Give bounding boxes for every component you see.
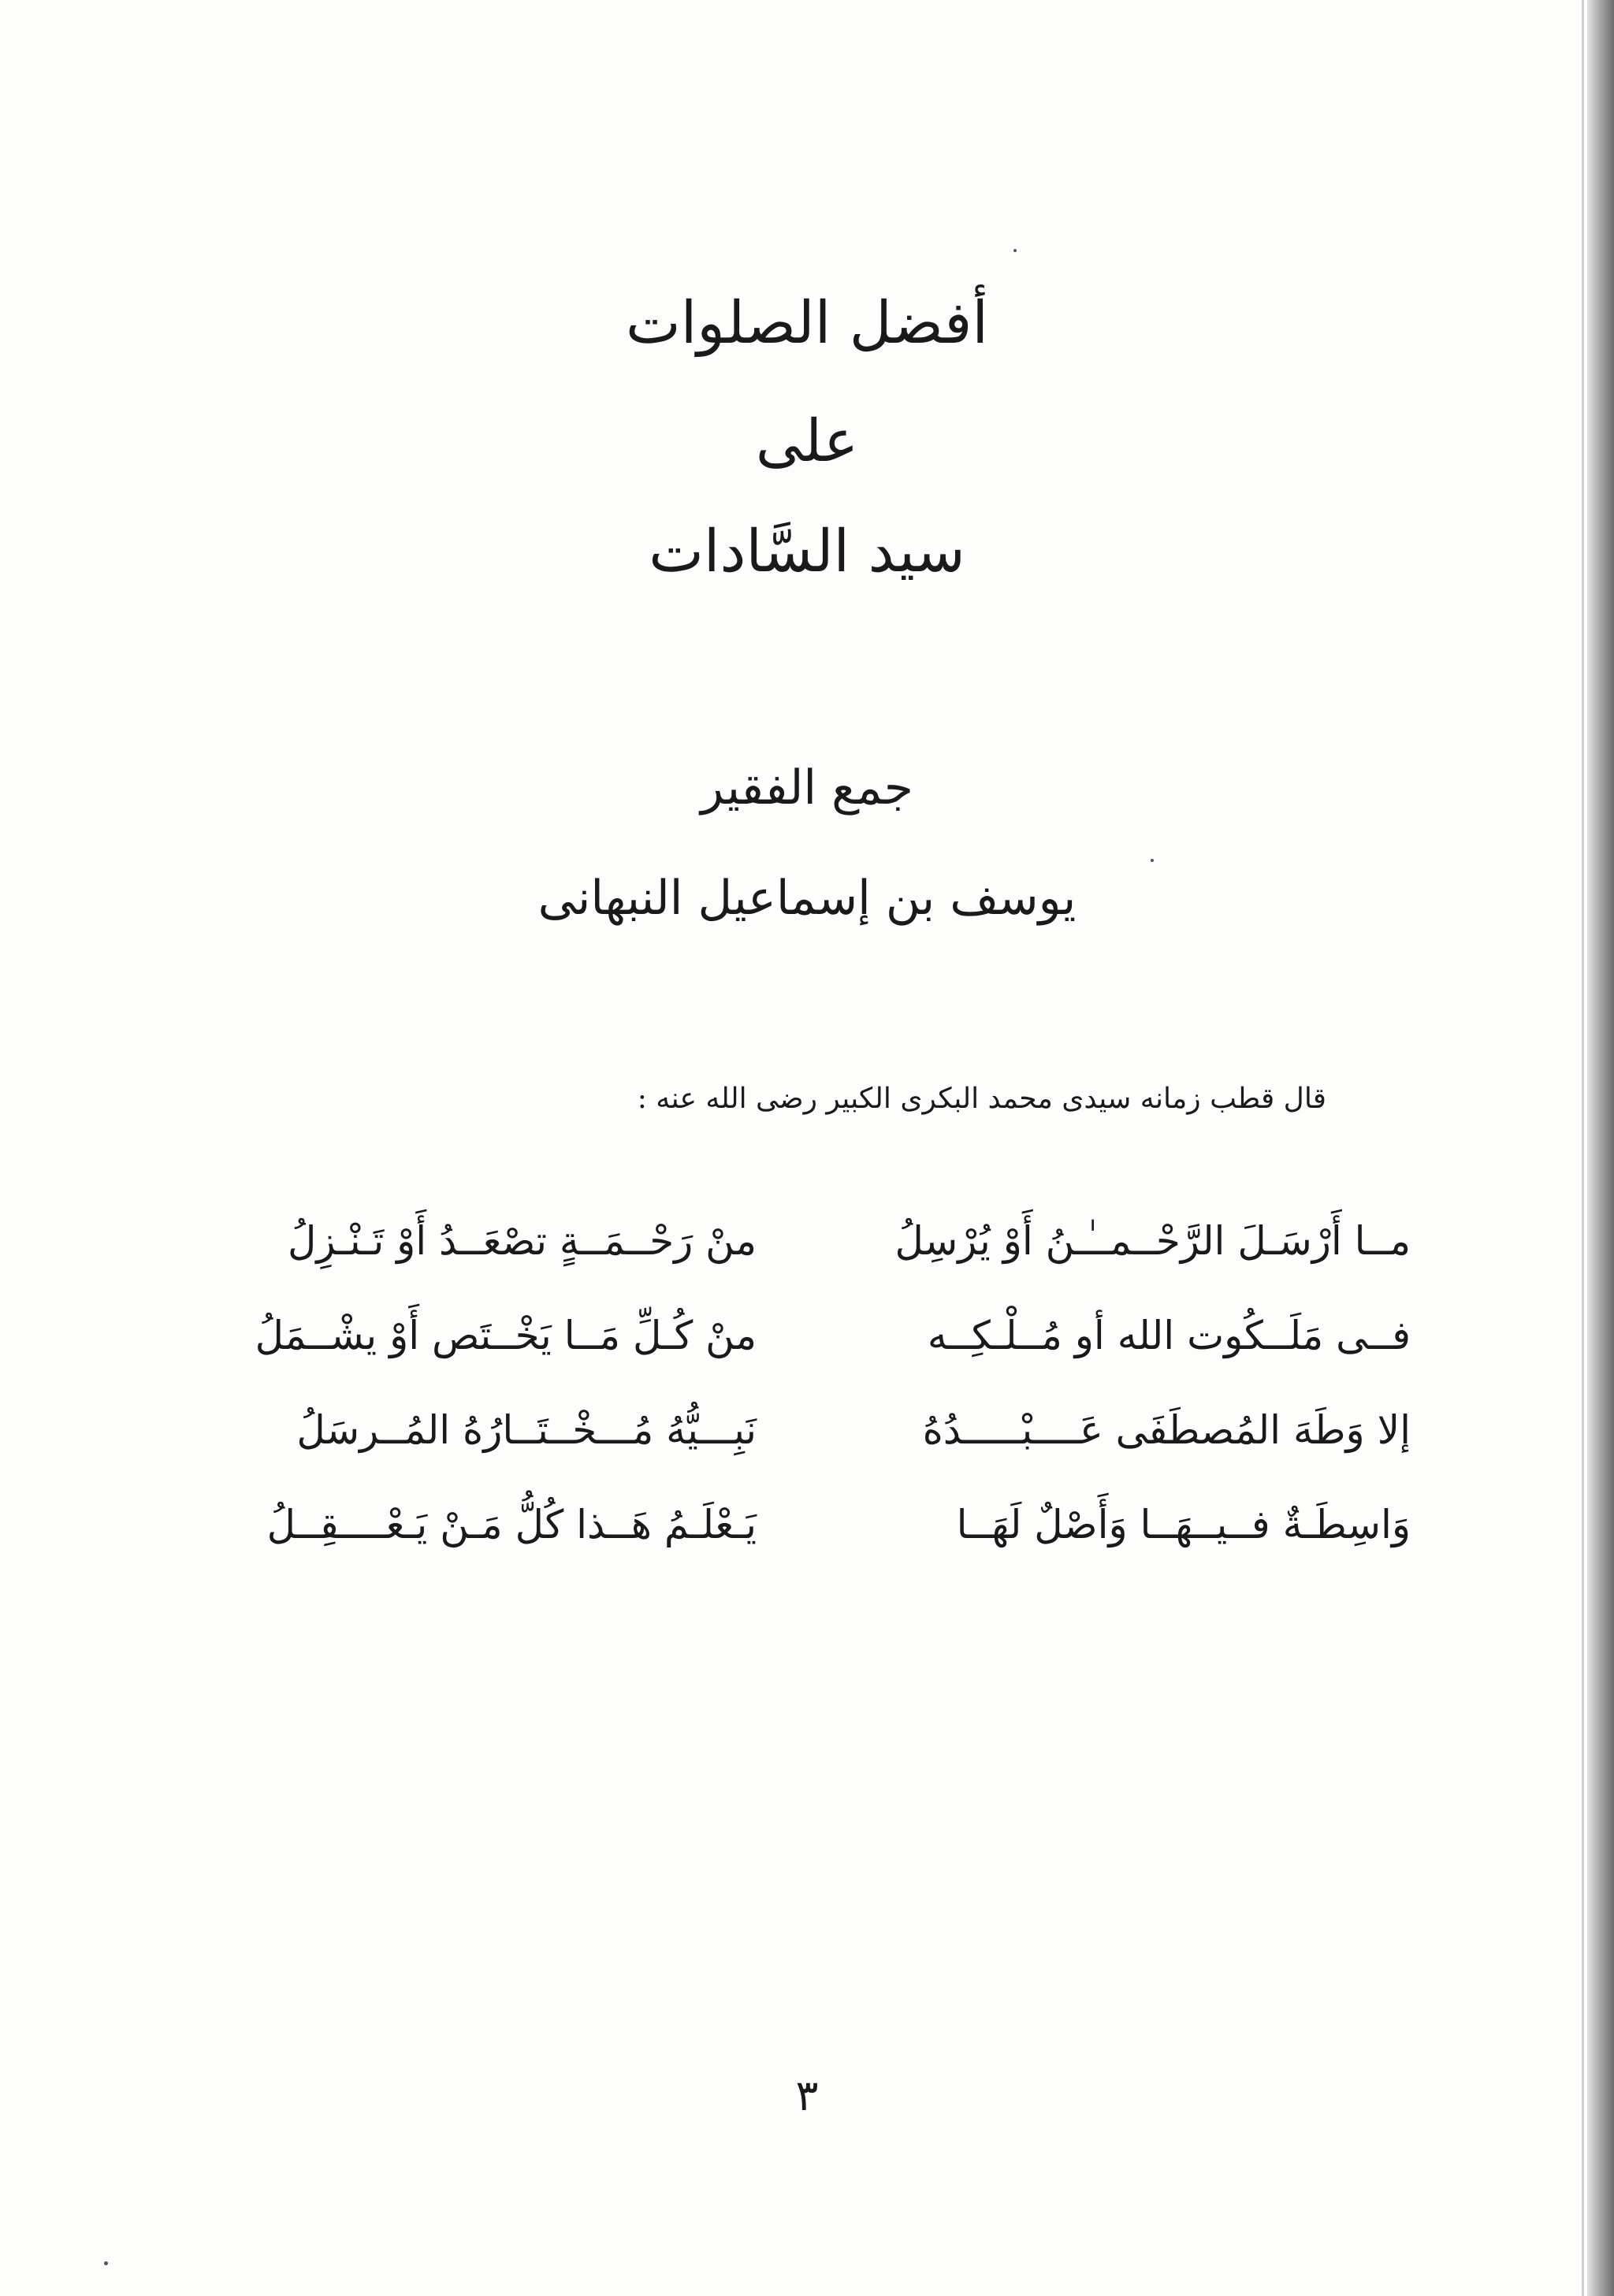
page-number: ٣: [795, 2071, 819, 2120]
verse-3-first-hemistich: إلا وَطَهَ المُصطَفَى عَــــبْـــــدُهُ: [922, 1407, 1411, 1453]
verse-2: [213, 1296, 1411, 1383]
title-line-1: أفضل الصلوات: [626, 289, 988, 357]
verse-3-second-hemistich: نَبِـــيُّهُ مُـــخْــتَــارُهُ المُــرسَلُ: [296, 1407, 757, 1453]
poem: [213, 1202, 1411, 1564]
title-line-3: سيد السَّادات: [649, 518, 965, 585]
verse-1-first-hemistich: مــا أَرْسَـلَ الرَّحْــمــٰـنُ أَوْ يُرْسِلُ: [894, 1218, 1411, 1264]
author-name: يوسف بن إسماعيل النبهانى: [537, 871, 1077, 926]
verse-2-second-hemistich: منْ كُـلِّ مَــا يَخْــتَص أَوْ يشْــمَلُ: [255, 1313, 757, 1358]
intro-line: قال قطب زمانه سيدى محمد البكرى الكبير رضى الله عنه :: [637, 1083, 1326, 1115]
verse-3: [213, 1391, 1411, 1477]
scan-speck: [1013, 249, 1017, 252]
verse-4-second-hemistich: يَـعْلَـمُ هَــذا كُلُّ مَـنْ يَـعْــــقِــلُ: [266, 1502, 757, 1547]
scan-speck: [1151, 859, 1154, 862]
verse-4-first-hemistich: وَاسِطَـةٌ فــيــهَــا وَأَصْلٌ لَهَــا: [956, 1502, 1411, 1547]
title-line-2: على: [755, 407, 859, 475]
compiler-label: جمع الفقير: [701, 760, 913, 815]
verse-4: [213, 1485, 1411, 1572]
scan-speck: [104, 2261, 108, 2265]
verse-1: [213, 1202, 1411, 1288]
verse-2-first-hemistich: فــى مَلَــكُوت الله أو مُــلْـكِــه: [927, 1313, 1411, 1358]
verse-1-second-hemistich: منْ رَحْــمَــةٍ تصْعَــدُ أَوْ تَـنْـزِلُ: [288, 1218, 757, 1264]
